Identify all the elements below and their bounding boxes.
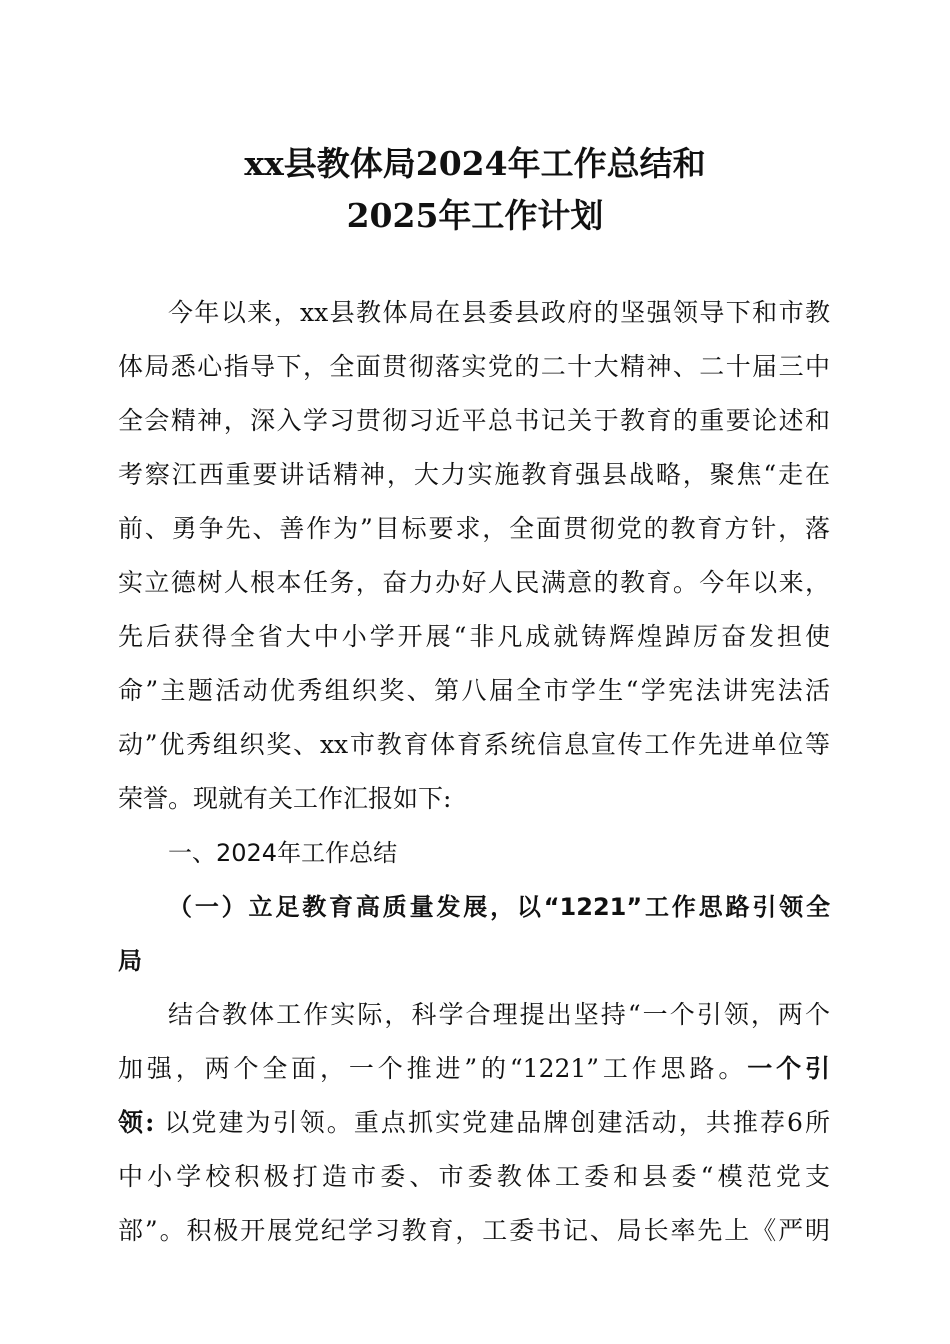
intro-line: 荣誉。现就有关工作汇报如下: (118, 784, 452, 813)
intro-line: 实立德树人根本任务，奋力办好人民满意的教育。今年以来， (118, 568, 830, 597)
bold-lead-text: 一个引 (747, 1054, 830, 1083)
intro-line: 前、勇争先、善作为”目标要求，全面贯彻党的教育方针，落 (118, 514, 830, 543)
bold-lead-text: 领: (118, 1108, 155, 1137)
subsection-heading-line-1: （一）立足教育高质量发展，以“1221”工作思路引领全 (168, 893, 830, 921)
paragraph-line (118, 1103, 830, 1157)
title-line-1: xx县教体局2024年工作总结和 (244, 144, 706, 183)
work-approach-paragraph (118, 995, 830, 1265)
paragraph-line: 结合教体工作实际，科学合理提出坚持“一个引领，两个 (168, 1000, 830, 1029)
intro-paragraph (118, 293, 830, 833)
section-heading-2024-summary: 一、2024年工作总结 (168, 839, 398, 867)
document-body (118, 293, 830, 1265)
intro-line: 全会精神，深入学习贯彻习近平总书记关于教育的重要论述和 (118, 406, 830, 435)
paragraph-line: 部”。积极开展党纪学习教育，工委书记、局长率先上《严明 (118, 1216, 830, 1245)
document-title (0, 138, 950, 242)
paragraph-line: 中小学校积极打造市委、市委教体工委和县委“模范党支 (118, 1162, 830, 1191)
paragraph-text: 以党建为引领。重点抓实党建品牌创建活动，共推荐6所 (154, 1108, 831, 1137)
intro-line: 今年以来，xx县教体局在县委县政府的坚强领导下和市教 (168, 298, 830, 327)
intro-line: 命”主题活动优秀组织奖、第八届全市学生“学宪法讲宪法活 (118, 676, 830, 705)
intro-line: 先后获得全省大中小学开展“非凡成就铸辉煌踔厉奋发担使 (118, 622, 830, 651)
paragraph-text: 加强，两个全面，一个推进”的“1221”工作思路。 (118, 1054, 748, 1083)
intro-line: 考察江西重要讲话精神，大力实施教育强县战略，聚焦“走在 (118, 460, 830, 489)
intro-line: 动”优秀组织奖、xx市教育体育系统信息宣传工作先进单位等 (118, 730, 830, 759)
title-line-2: 2025年工作计划 (346, 196, 604, 235)
intro-line: 体局悉心指导下，全面贯彻落实党的二十大精神、二十届三中 (118, 352, 830, 381)
subsection-heading-line-2: 局 (118, 947, 142, 975)
paragraph-line (118, 1049, 830, 1103)
subsection-heading-1221 (118, 887, 830, 995)
